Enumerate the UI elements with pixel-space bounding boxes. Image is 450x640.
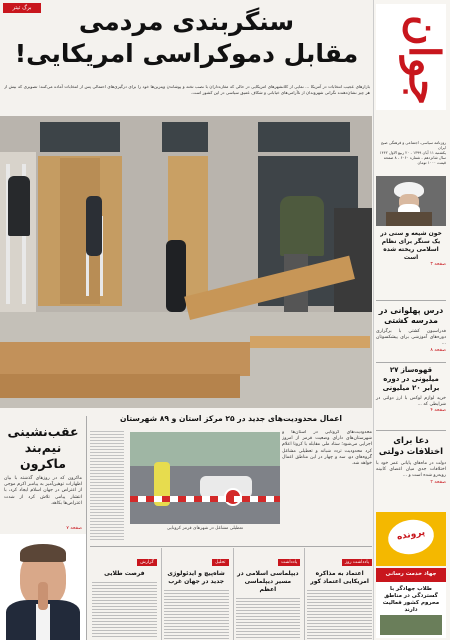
story-prayer[interactable]: دعا برای اختلافات دولتی دولت در ماه‌های پایانی عمر خود با اختلافات جدی میان اعضای کابینه روبه‌رو شده است و ... صفحه ۲: [376, 436, 446, 485]
cleric-photo: [376, 176, 446, 226]
right-column: [373, 0, 450, 640]
bottom-story[interactable]: [304, 548, 372, 640]
masthead-info: [376, 140, 446, 165]
headline-body: بازارهای عجیب انتخابات در آمریکا ... نمایی از کلانشهرهای امریکایی در حالی که مغازه‌داران با نصب تخته و پوشاندن ویترین‌ها خود را برای درگیری‌های احتمالی پس از انتخابات آماده می‌کنند؛ تصویری که بیش از هر چیز نشان‌دهنده نگرانی شهروندان از ناآرامی‌های خیابانی و شکاف عمیق سیاسی در این کشور است.: [4, 84, 370, 95]
covid-headline: اعمال محدودیت‌های جدید در ۲۵ مرکز استان و ۸۹ شهرستان: [119, 414, 343, 423]
info-line: قیمت ۱۰۰۰ تومان: [417, 160, 446, 165]
story-title: قهوه‌ساز ۲۷ میلیونی در دوره برابر ۲۰ میلیونی: [382, 366, 440, 392]
service-title: جهاد خدمت رسانی: [385, 571, 437, 577]
bottom-story-title: فرصت طلایی: [104, 570, 145, 577]
left-column[interactable]: [0, 416, 86, 640]
bottom-story-title: دیپلماسی اسلامی در مسیر دیپلماسی اعظم: [237, 570, 299, 593]
service-text: طلاب جهادگر با گستردگی در مناطق محروم کشور فعالیت دارند: [382, 586, 440, 613]
story-page: صفحه ۴: [430, 408, 446, 414]
covid-body: محدودیت‌های کرونایی در استان‌ها و شهرستان‌های دارای وضعیت قرمز از امروز اجرایی می‌شود؛ ستاد ملی مقابله با کرونا اعلام کرد محدودیت تردد شبانه و تعطیلی مشاغل گروه‌های دو، سه و چهار در این مناطق اعمال خواهد شد.: [282, 430, 372, 467]
ad-label: پرونده: [396, 527, 426, 543]
headline-line2: مقابل دموکراسی امریکایی!: [14, 39, 359, 68]
bottom-story[interactable]: [90, 548, 157, 640]
bottom-story[interactable]: [161, 548, 229, 640]
info-line: سال شانزدهم - شماره ۶۰۶۰ - ۸ صفحه: [383, 155, 446, 160]
story-title: درس پهلوانی در مدرسه کشتی: [378, 306, 444, 325]
macron-title: عقب‌نشینی نیم‌بند ماکرون: [7, 424, 79, 471]
info-line: روزنامه سیاسی، اجتماعی و فرهنگی صبح ایران: [380, 140, 446, 150]
main-headline[interactable]: [0, 6, 373, 70]
info-line: یکشنبه ۱۱ آبان ۱۳۹۹ - ۲۰ ربیع الاول ۱۴۴۲: [379, 150, 446, 155]
macron-photo: [0, 534, 86, 640]
bottom-stories: [90, 548, 372, 640]
bottom-story-tag: یادداشت روز: [342, 559, 372, 566]
covid-caption: تعطیلی مشاغل در شهرهای قرمز کرونایی: [166, 526, 244, 531]
covid-photo: [130, 432, 280, 524]
ad-box[interactable]: [376, 512, 446, 566]
story-title: خون شیعه و سنی در یک سنگر برای نظام اسلامی ریخته شده است: [380, 230, 442, 261]
bottom-story-tag: یادداشت: [278, 559, 300, 566]
bottom-story-title: شاه‌پیچ و ایدئولوژی جدید در جهان غرب: [167, 570, 225, 585]
story-cleric[interactable]: [376, 230, 446, 268]
story-page: صفحه ۸: [430, 347, 446, 353]
covid-section[interactable]: [90, 412, 372, 544]
story-page: صفحه ۲: [430, 479, 446, 485]
story-title: دعا برای اختلافات دولتی: [378, 436, 444, 457]
bottom-story-tag: تحلیل: [212, 559, 228, 566]
bottom-story[interactable]: [233, 548, 301, 640]
masthead-logo-box: [376, 4, 449, 110]
top-badge-label: برگ تیتر: [12, 5, 32, 11]
bottom-story-tag: گزارش: [137, 559, 157, 566]
story-coffee[interactable]: قهوه‌ساز ۲۷ میلیونی در دوره برابر ۲۰ میلیونی خرید لوازم لوکس با ارز دولتی در شرایطی که ... صفحه ۴: [376, 366, 446, 414]
story-wrestling[interactable]: درس پهلوانی در مدرسه کشتی فدراسیون کشتی با برگزاری دوره‌های آموزشی برای پیشکسوتان ... صفحه ۸: [376, 306, 446, 353]
main-photo: [0, 116, 372, 408]
macron-page: صفحه ۷: [66, 526, 82, 531]
logo: جوان: [400, 14, 449, 106]
service-box[interactable]: [376, 568, 446, 638]
headline-line1: سنگربندی مردمی: [78, 7, 295, 36]
bottom-story-title: اعتماد به مذاکره امریکایی اعتماد کور: [310, 570, 369, 585]
story-page: صفحه ۳: [430, 262, 446, 267]
macron-body: ماکرون که در روزهای گذشته با بیان اظهارات توهین‌آمیز به پیامبر اکرم موجی از اعتراض در جهان اسلام ایجاد کرد، با انتشار پیامی تلاش کرد از شدت اعتراض‌ها بکاهد.: [4, 476, 82, 506]
